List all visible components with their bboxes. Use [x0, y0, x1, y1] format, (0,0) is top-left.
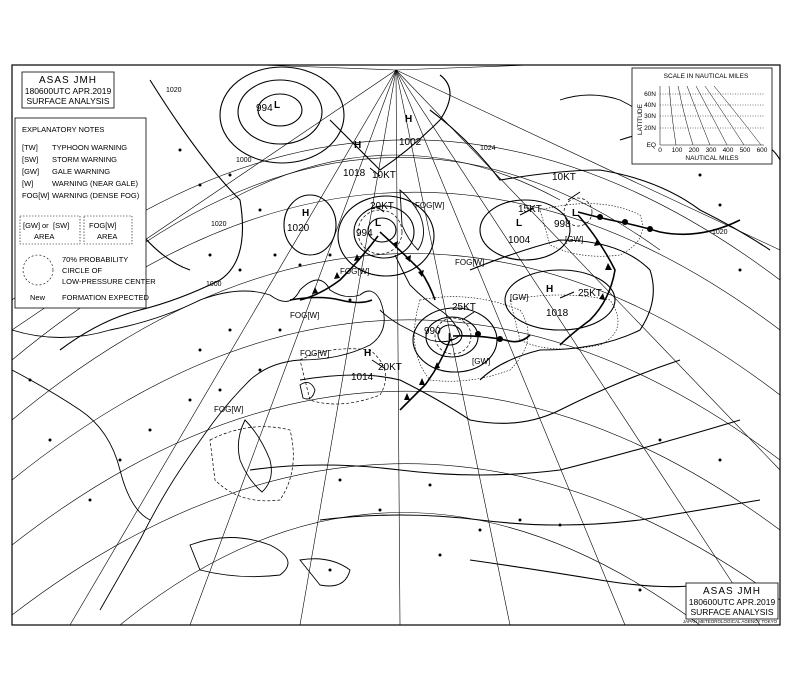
- motion-speed-low-4: 10KT: [552, 172, 576, 183]
- fog-warning-3: FOG[W]: [340, 267, 370, 276]
- legend-code-fog: FOG[W]: [22, 191, 50, 200]
- scale-latitude-label: LATITUDE: [637, 104, 644, 135]
- legend-area-sw: [SW]: [53, 221, 70, 230]
- motion-speed-high-5: 20KT: [378, 362, 402, 373]
- legend-title: EXPLANATORY NOTES: [22, 125, 105, 134]
- legend-text-w: WARNING (NEAR GALE): [52, 179, 138, 188]
- scale-x-0: 0: [658, 147, 662, 154]
- legend-new-text: FORMATION EXPECTED: [62, 293, 149, 302]
- high-pressure-1: 1020: [287, 223, 310, 234]
- high-symbol-2: H: [354, 140, 362, 151]
- high-pressure-3: 1002: [399, 137, 422, 148]
- legend-text-sw: STORM WARNING: [52, 155, 117, 164]
- legend-area-or: or: [42, 221, 49, 230]
- low-pressure-2: 994: [356, 228, 373, 239]
- scale-lat-40n: 40N: [644, 102, 656, 109]
- scale-x-label: NAUTICAL MILES: [685, 155, 739, 162]
- fog-warning-1: FOG[W]: [415, 201, 445, 210]
- low-symbol-5: L: [448, 332, 455, 343]
- scale-lat-eq: EQ: [646, 142, 656, 149]
- legend-text-tw: TYPHOON WARNING: [52, 143, 128, 152]
- low-pressure-5: 990: [424, 326, 441, 337]
- low-symbol-2: L: [375, 218, 382, 229]
- low-pressure-3: 1004: [508, 235, 531, 246]
- isobar-label-1020-west: 1020: [211, 221, 227, 228]
- legend-code-w: [W]: [22, 179, 34, 188]
- high-symbol-1: H: [302, 208, 310, 219]
- scale-x-100: 100: [671, 147, 683, 154]
- legend-area-label: AREA: [34, 232, 55, 241]
- scale-lat-30n: 30N: [644, 113, 656, 120]
- scale-x-600: 600: [756, 147, 768, 154]
- legend-text-fog: WARNING (DENSE FOG): [52, 191, 140, 200]
- footer-agency-name: JAPAN METEOROLOGICAL AGENCY TOKYO: [682, 619, 778, 624]
- legend-fog-area-code: FOG[W]: [89, 221, 117, 230]
- legend-area-gw: [GW]: [23, 221, 41, 230]
- footer-datetime: 180600UTC APR.2019: [688, 597, 776, 607]
- fog-warning-5: FOG[W]: [300, 349, 330, 358]
- header-datetime: 180600UTC APR.2019: [24, 86, 112, 96]
- motion-speed-low-5: 25KT: [452, 302, 476, 313]
- low-pressure-4: 998: [554, 219, 571, 230]
- scale-x-500: 500: [739, 147, 751, 154]
- header-agency: ASAS JMH: [38, 75, 98, 86]
- scale-lat-60n: 60N: [644, 91, 656, 98]
- fog-warning-4: FOG[W]: [290, 311, 320, 320]
- legend-prob-line3: LOW-PRESSURE CENTER: [62, 277, 156, 286]
- isobar-label-1000: 1000: [206, 281, 222, 288]
- high-symbol-5: H: [364, 348, 372, 359]
- gale-warning-2: [GW]: [472, 357, 491, 366]
- scale-x-300: 300: [705, 147, 717, 154]
- isobar-label-1020-east: 1020: [712, 229, 728, 236]
- legend-code-sw: [SW]: [22, 155, 39, 164]
- legend-text-gw: GALE WARNING: [52, 167, 111, 176]
- fog-warning-2: FOG[W]: [455, 258, 485, 267]
- motion-speed-low-3: 15KT: [518, 204, 542, 215]
- motion-speed-low-2: 20KT: [370, 201, 394, 212]
- legend-box: [15, 118, 156, 308]
- high-pressure-2: 1018: [343, 168, 366, 179]
- high-pressure-5: 1014: [351, 372, 374, 383]
- legend-prob-line2: CIRCLE OF: [62, 266, 103, 275]
- high-symbol-3: H: [405, 114, 413, 125]
- isobar-label-1020-northwest: 1020: [166, 87, 182, 94]
- legend-prob-line1: 70% PROBABILITY: [62, 255, 129, 264]
- gale-warning-1: [GW]: [565, 235, 584, 244]
- low-symbol-3: L: [516, 218, 523, 229]
- low-pressure-1: 994: [256, 103, 273, 114]
- scale-lat-20n: 20N: [644, 125, 656, 132]
- footer-box: [683, 583, 778, 624]
- legend-new-label: New: [30, 293, 46, 302]
- motion-speed-high-4: 25KT: [578, 288, 602, 299]
- isobar-label-1000-north: 1000: [236, 157, 252, 164]
- low-symbol-1: L: [274, 100, 281, 111]
- legend-code-gw: [GW]: [22, 167, 40, 176]
- scale-title: SCALE IN NAUTICAL MILES: [663, 73, 749, 80]
- scale-x-200: 200: [688, 147, 700, 154]
- isobar-label-1024: 1024: [480, 145, 496, 152]
- header-chart-type: SURFACE ANALYSIS: [26, 96, 110, 106]
- legend-code-tw: [TW]: [22, 143, 38, 152]
- footer-chart-type: SURFACE ANALYSIS: [690, 607, 774, 617]
- low-symbol-4: L: [572, 208, 579, 219]
- high-pressure-4: 1018: [546, 308, 569, 319]
- motion-speed-high-2: 10KT: [372, 170, 396, 181]
- high-symbol-4: H: [546, 284, 554, 295]
- scale-box: [632, 68, 772, 164]
- fog-warning-6: FOG[W]: [214, 405, 244, 414]
- scale-x-400: 400: [722, 147, 734, 154]
- header-box: [22, 72, 114, 108]
- footer-agency: ASAS JMH: [702, 586, 762, 597]
- legend-fog-area-label: AREA: [97, 232, 118, 241]
- gale-warning-3: [GW]: [510, 293, 529, 302]
